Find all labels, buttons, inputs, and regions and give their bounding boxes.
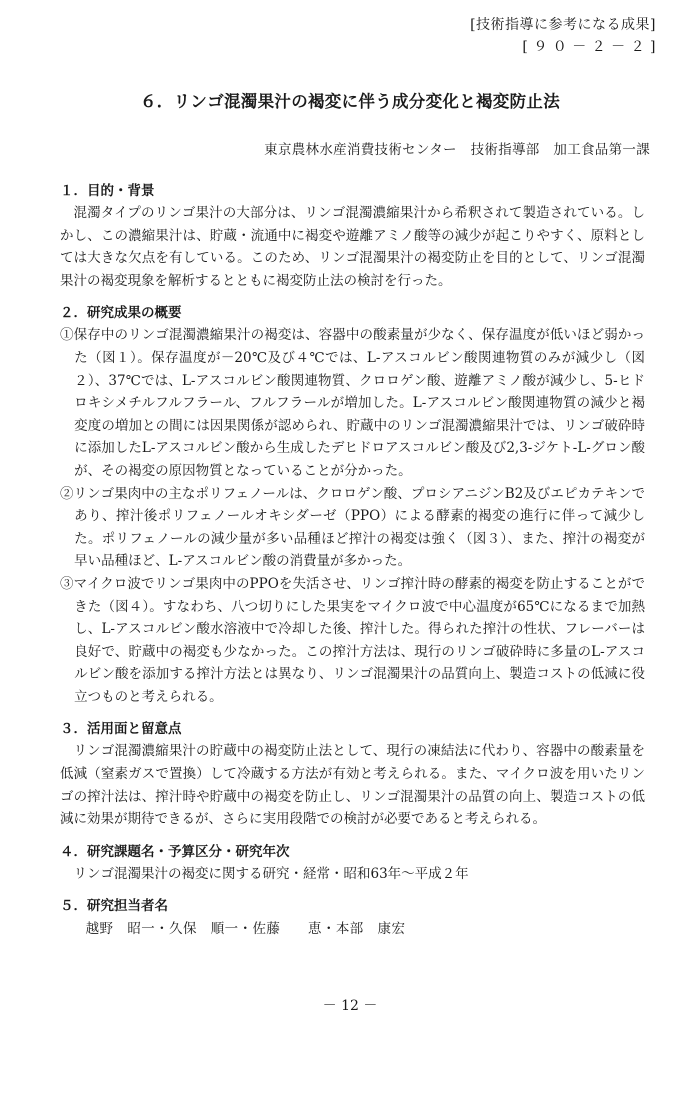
results-item-3: ③マイクロ波でリンゴ果肉中のPPOを失活させ、リンゴ搾汁時の酵素的褐変を防止することができた（図４）。すなわち、八つ切りにした果実をマイクロ波で中心温度が65℃になるまで加熱し、L-アスコルビン酸水溶液中で冷却した後、搾汁した。得られた搾汁の性状、フレーバーは良好で、貯蔵中の褐変も少なかった。この搾汁方法は、現行のリンゴ破砕時に多量のL-アスコルビン酸を添加する搾汁方法とは異なり、リンゴ混濁果汁の品質向上、製造コストの低減に役立つものと考えられる。 xyxy=(60,575,645,705)
results-item-2: ②リンゴ果肉中の主なポリフェノールは、クロロゲン酸、プロシアニジンB2及びエピカテキンであり、搾汁後ポリフェノールオキシダーゼ（PPO）による酵素的褐変の進行に伴って減少した。ポリフェノールの減少量が多い品種ほど搾汁の褐変は強く（図３）、また、搾汁の褐変が早い品種ほど、L-アスコルビン酸の消費量が多かった。 xyxy=(60,485,645,570)
header-tag-code: [ ９ ０ － ２ － ２ ] xyxy=(522,39,656,55)
results-item-1: ①保存中のリンゴ混濁濃縮果汁の褐変は、容器中の酸素量が少なく、保存温度が低いほど弱かった（図１）。保存温度が－20℃及び４℃では、L-アスコルビン酸関連物質のみが減少し（図２）、37℃では、L-アスコルビン酸関連物質、クロロゲン酸、遊離アミノ酸が減少し、5-ヒドロキシメチルフルフラール、フルフラールが増加した。L-アスコルビン酸関連物質の減少と褐変度の増加との間には因果関係が認められ、貯蔵中のリンゴ混濁濃縮果汁では、リンゴ破砕時に添加したL-アスコルビン酸から生成したデヒドロアスコルビン酸及び2,3-ジケト-L-グロン酸が、その褐変の原因物質となっていることが分かった。 xyxy=(60,327,645,479)
section-heading-results: ２．研究成果の概要 xyxy=(60,305,182,322)
section-body-application: リンゴ混濁濃縮果汁の貯蔵中の褐変防止法として、現行の凍結法に代わり、容器中の酸素量を低減（窒素ガスで置換）して冷蔵する方法が有効と考えられる。また、マイクロ波を用いたリンゴの搾汁法は、搾汁時や貯蔵中の褐変を防止し、リンゴ混濁果汁の品質の向上、製造コストの低減に効果が期待できるが、さらに実用段階での検討が必要であると考えられる。 xyxy=(60,743,645,828)
organization: 東京農林水産消費技術センター 技術指導部 加工食品第一課 xyxy=(264,142,650,158)
section-heading-application: ３．活用面と留意点 xyxy=(60,721,182,738)
section-body-purpose: 混濁タイプのリンゴ果汁の大部分は、リンゴ混濁濃縮果汁から希釈されて製造されている。しかし、この濃縮果汁は、貯蔵・流通中に褐変や遊離アミノ酸等の減少が起こりやすく、原料としては大きな欠点を有している。このため、リンゴ混濁果汁の褐変防止を目的として、リンゴ混濁果汁の褐変現象を解析するとともに褐変防止法の検討を行った。 xyxy=(60,205,645,289)
header-tag-category: [技術指導に参考になる成果] xyxy=(470,17,656,33)
page-title: ６．リンゴ混濁果汁の褐変に伴う成分変化と褐変防止法 xyxy=(140,92,560,111)
section-body-project: リンゴ混濁果汁の褐変に関する研究・経常・昭和63年～平成２年 xyxy=(73,865,469,882)
section-heading-staff: ５．研究担当者名 xyxy=(60,898,168,915)
document-body xyxy=(60,180,645,941)
page-number: － 12 － xyxy=(322,998,378,1014)
section-heading-purpose: １．目的・背景 xyxy=(60,183,155,199)
header-tag xyxy=(470,14,656,58)
section-body-staff: 越野 昭一・久保 順一・佐藤 恵・本部 康宏 xyxy=(85,921,406,938)
section-heading-project: ４．研究課題名・予算区分・研究年次 xyxy=(60,843,290,860)
